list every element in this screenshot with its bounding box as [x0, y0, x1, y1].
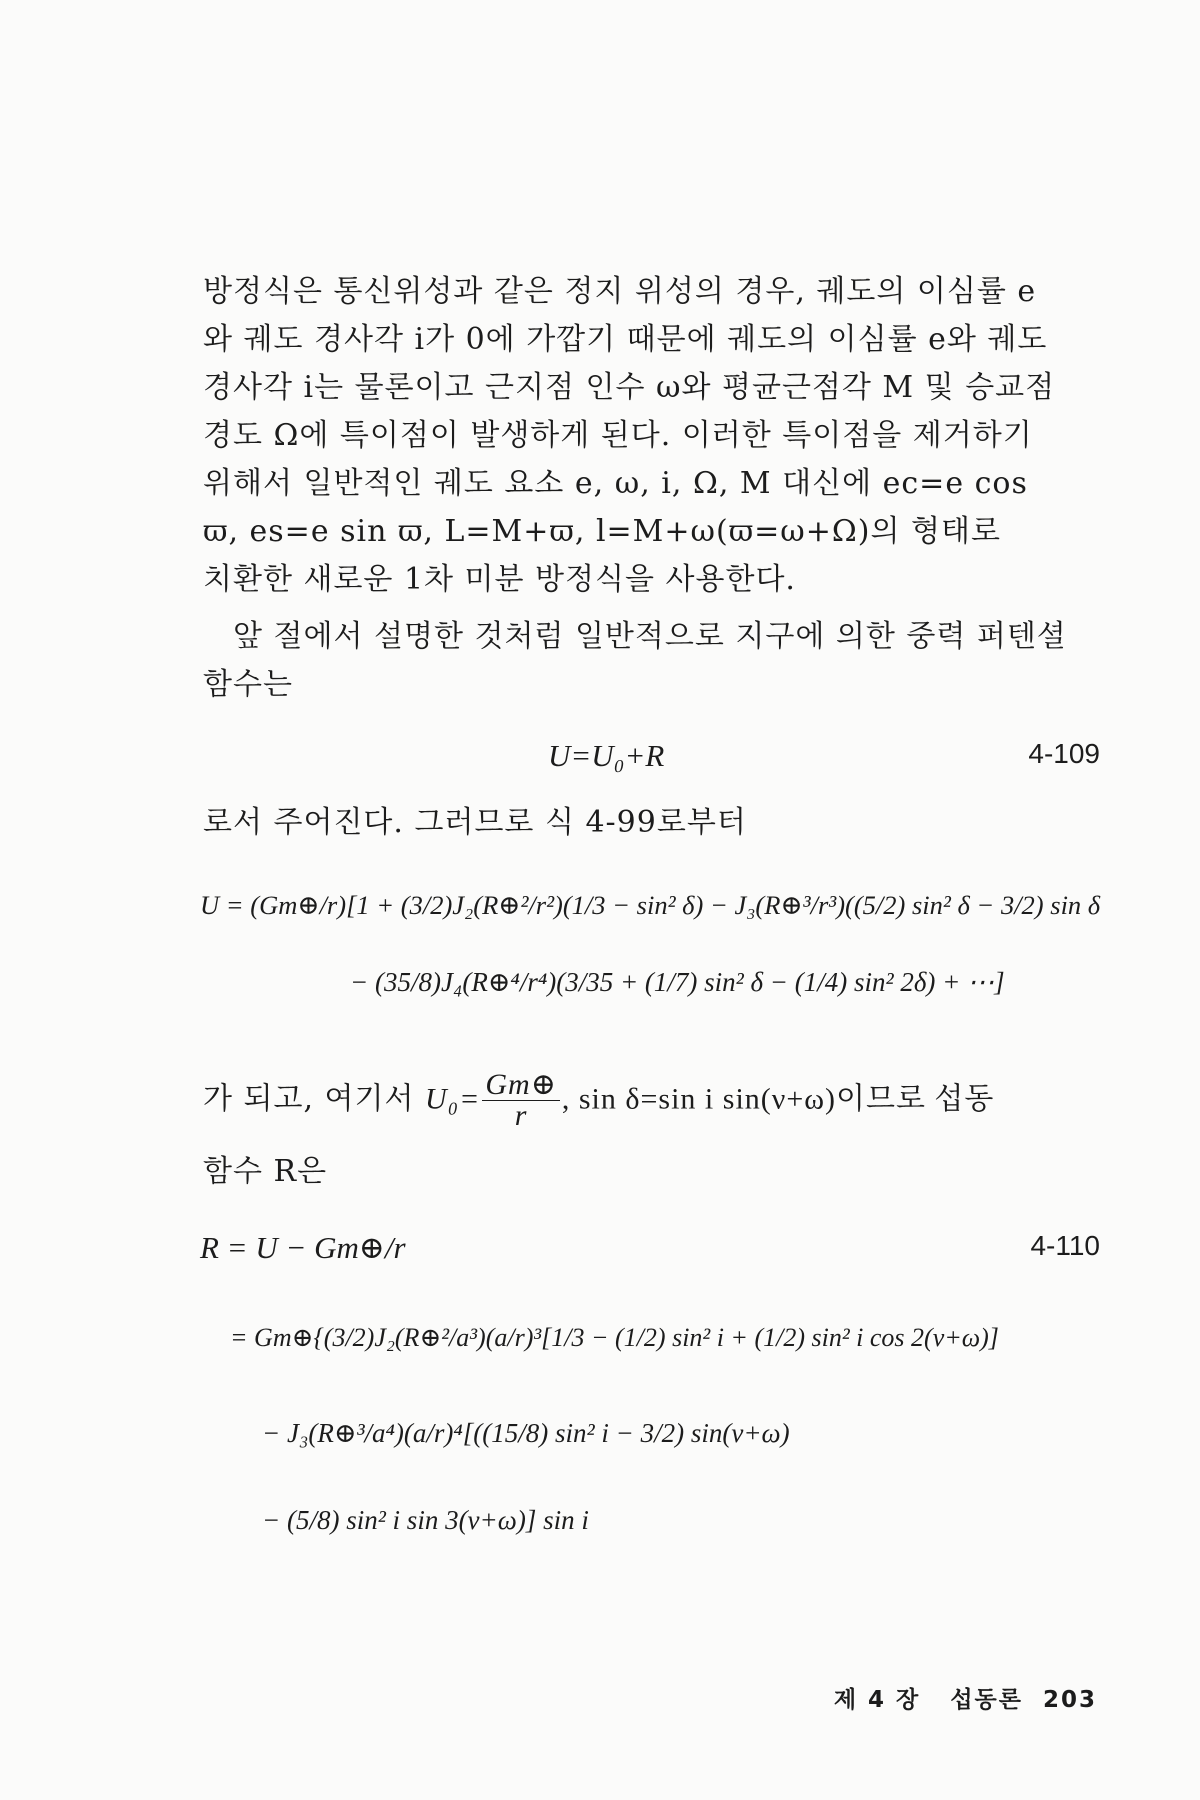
page-footer	[834, 1681, 1097, 1714]
para2-line2: 함수는	[203, 667, 293, 702]
equation-4-110-line2: = Gm⊕{(3/2)J₂(R⊕²/a³)(a/r)³[1/3 − (1/2) sin² i + (1/2) sin² i cos 2(ν+ω)]	[230, 1323, 999, 1352]
para1-line5: 위해서 일반적인 궤도 요소 e, ω, i, Ω, M 대신에 ec=e cos	[203, 466, 1028, 501]
where-U0: U₀=	[425, 1082, 481, 1116]
equation-4-110-line1: R = U − Gm⊕/r	[200, 1230, 406, 1265]
para1-line2: 와 궤도 경사각 i가 0에 가깝기 때문에 궤도의 이심률 e와 궤도	[203, 322, 1048, 357]
where-prefix: 가 되고, 여기서	[203, 1081, 415, 1117]
where-rest: , sin δ=sin i sin(ν+ω)이므로 섭동	[561, 1082, 995, 1116]
equation-number-4-109: 4-109	[1028, 738, 1100, 769]
where-frac-denominator: r	[514, 1099, 528, 1132]
para2-line1: 앞 절에서 설명한 것처럼 일반적으로 지구에 의한 중력 퍼텐셜	[233, 619, 1067, 654]
footer-page-number: 203	[1042, 1687, 1097, 1713]
footer-chapter: 제 4 장	[833, 1687, 921, 1713]
para1-line6: ϖ, es=e sin ϖ, L=M+ϖ, l=M+ω(ϖ=ω+Ω)의 형태로	[203, 514, 1001, 549]
equation-4-110-line3: − J₃(R⊕³/a⁴)(a/r)⁴[((15/8) sin² i − 3/2) sin(ν+ω)	[262, 1418, 790, 1448]
para1-line3: 경사각 i는 물론이고 근지점 인수 ω와 평균근점각 M 및 승교점	[203, 370, 1056, 405]
footer-title: 섭동론	[950, 1687, 1023, 1713]
paragraph-R	[203, 1148, 1100, 1196]
where-fraction	[482, 1070, 559, 1131]
line-from: 로서 주어진다. 그러므로 식 4-99로부터	[203, 805, 747, 840]
para1-line4: 경도 Ω에 특이점이 발생하게 된다. 이러한 특이점을 제거하기	[203, 418, 1033, 453]
equation-4-109: U=U₀+R	[548, 738, 665, 773]
paragraph-where	[203, 1070, 1100, 1131]
where-frac-numerator: Gm⊕	[482, 1070, 559, 1101]
equation-U-line2: − (35/8)J₄(R⊕⁴/r⁴)(3/35 + (1/7) sin² δ − (1/4) sin² 2δ) + ⋯]	[350, 967, 1005, 997]
equation-number-4-110: 4-110	[1030, 1230, 1100, 1261]
para1-line1: 방정식은 통신위성과 같은 정지 위성의 경우, 궤도의 이심률 e	[203, 274, 1037, 309]
para1-line7: 치환한 새로운 1차 미분 방정식을 사용한다.	[203, 562, 796, 597]
paragraph-2	[203, 613, 1100, 709]
line-R: 함수 R은	[203, 1154, 328, 1189]
paragraph-from	[203, 799, 1100, 847]
paragraph-1	[203, 268, 1100, 604]
equation-4-110-line4: − (5/8) sin² i sin 3(ν+ω)] sin i	[262, 1505, 589, 1535]
equation-U-line1: U = (Gm⊕/r)[1 + (3/2)J₂(R⊕²/r²)(1/3 − sin² δ) − J₃(R⊕³/r³)((5/2) sin² δ − 3/2) sin δ	[200, 890, 1101, 920]
line-where	[203, 1070, 1100, 1131]
